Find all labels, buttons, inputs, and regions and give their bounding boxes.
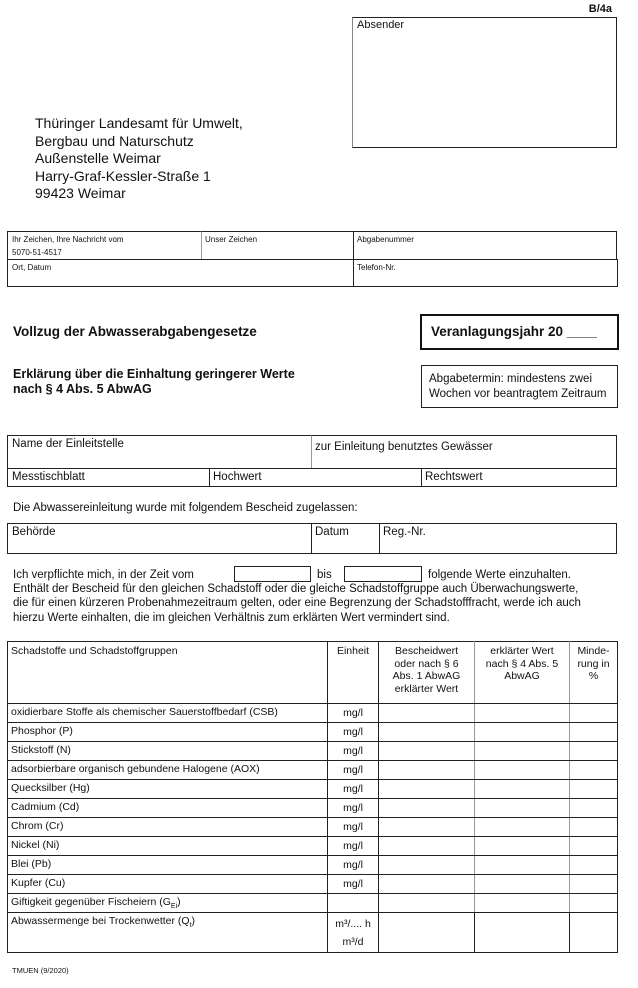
- telefon-field[interactable]: [353, 259, 618, 287]
- einleitstelle-label: Name der Einleitstelle: [12, 438, 124, 450]
- bescheidwert-input[interactable]: [379, 856, 475, 875]
- bescheidwert-input[interactable]: [379, 723, 475, 742]
- recipient-line: Außenstelle Weimar: [35, 150, 161, 166]
- hochwert-label: Hochwert: [213, 471, 262, 483]
- minderung-input[interactable]: [570, 837, 618, 856]
- table-row: [8, 894, 618, 913]
- commitment-line: hierzu Werte einhalten, die im gleichen Verhältnis zum erklärten Wert vermindert sind.: [13, 611, 450, 624]
- header-bescheidwert: Bescheidwert oder nach § 6 Abs. 1 AbwAG erklärter Wert: [379, 642, 475, 704]
- unser-zeichen-label: Unser Zeichen: [205, 235, 258, 244]
- commitment-paragraph: [13, 568, 623, 625]
- subtitle-line: nach § 4 Abs. 5 AbwAG: [13, 382, 152, 396]
- header-erklaerter-wert: erklärter Wert nach § 4 Abs. 5 AbwAG: [475, 642, 570, 704]
- minderung-input[interactable]: [570, 894, 618, 913]
- bis-label: bis: [317, 569, 332, 581]
- hochwert-field[interactable]: [209, 468, 422, 487]
- commitment-line: Enthält der Bescheid für den gleichen Schadstoff oder die gleiche Schadstoffgruppe auch Überwachungswerte,: [13, 583, 579, 595]
- datum-field[interactable]: [311, 523, 380, 554]
- einleitstelle-field[interactable]: [7, 435, 312, 469]
- recipient-line: 99423 Weimar: [35, 185, 126, 201]
- messtischblatt-field[interactable]: [7, 468, 210, 487]
- sender-label: Absender: [357, 19, 405, 31]
- unit-cell: mg/l: [328, 799, 379, 818]
- minderung-input[interactable]: [570, 742, 618, 761]
- table-header-row: [8, 642, 618, 704]
- rechtswert-field[interactable]: [421, 468, 617, 487]
- minderung-input[interactable]: [570, 799, 618, 818]
- erklaerter-wert-input[interactable]: [475, 780, 570, 799]
- unit-cell: mg/l: [328, 742, 379, 761]
- bescheidwert-input[interactable]: [379, 894, 475, 913]
- erklaerter-wert-input[interactable]: [475, 742, 570, 761]
- behoerde-field[interactable]: [7, 523, 312, 554]
- table-row: [8, 837, 618, 856]
- commitment-prefix: Ich verpflichte mich, in der Zeit vom: [13, 569, 194, 581]
- subtitle: [13, 367, 295, 397]
- ort-datum-label: Ort, Datum: [12, 263, 52, 272]
- table-row: [8, 742, 618, 761]
- regnr-label: Reg.-Nr.: [383, 526, 426, 538]
- table-row: [8, 761, 618, 780]
- table-row: [8, 856, 618, 875]
- minderung-input[interactable]: [570, 856, 618, 875]
- period-to-input[interactable]: [344, 566, 422, 582]
- minderung-input[interactable]: [570, 723, 618, 742]
- table-row: [8, 818, 618, 837]
- commitment-line: die für einen kürzeren Probenahmezeitraum gelten, oder eine Begrenzung der Schadstofffracht, werde ich auch: [13, 597, 581, 610]
- ihr-zeichen-value: 5070-51-4517: [12, 248, 62, 257]
- substance-cell: oxidierbare Stoffe als chemischer Sauerstoffbedarf (CSB): [8, 704, 328, 723]
- unit-cell: mg/l: [328, 704, 379, 723]
- unit-cell: [328, 894, 379, 913]
- deadline-box: [421, 365, 618, 408]
- gewaesser-field[interactable]: [311, 435, 617, 469]
- unit-cell: mg/l: [328, 818, 379, 837]
- telefon-label: Telefon-Nr.: [357, 263, 396, 272]
- substance-cell: Giftigkeit gegenüber Fischeiern $(G_{Ei})$: [8, 894, 328, 913]
- recipient-address: [35, 115, 243, 203]
- unit-cell: m³/.... h m³/d: [328, 913, 379, 953]
- bescheidwert-input[interactable]: [379, 837, 475, 856]
- behoerde-label: Behörde: [12, 526, 56, 538]
- substance-cell: Blei (Pb): [8, 856, 328, 875]
- substance-cell: Stickstoff (N): [8, 742, 328, 761]
- table-row: [8, 799, 618, 818]
- period-from-input[interactable]: [234, 566, 311, 582]
- erklaerter-wert-input[interactable]: [475, 856, 570, 875]
- unit-cell: mg/l: [328, 780, 379, 799]
- substance-cell: Quecksilber (Hg): [8, 780, 328, 799]
- minderung-input[interactable]: [570, 875, 618, 894]
- minderung-input[interactable]: [570, 761, 618, 780]
- permit-intro: Die Abwassereinleitung wurde mit folgendem Bescheid zugelassen:: [13, 502, 358, 514]
- ihr-zeichen-label: Ihr Zeichen, Ihre Nachricht vom: [12, 235, 124, 244]
- minderung-input[interactable]: [570, 704, 618, 723]
- bescheidwert-input[interactable]: [379, 704, 475, 723]
- erklaerter-wert-input[interactable]: [475, 818, 570, 837]
- abgabenummer-label: Abgabenummer: [357, 235, 414, 244]
- erklaerter-wert-input[interactable]: [475, 723, 570, 742]
- minderung-input[interactable]: [570, 913, 618, 953]
- erklaerter-wert-input[interactable]: [475, 875, 570, 894]
- table-row: [8, 875, 618, 894]
- minderung-input[interactable]: [570, 780, 618, 799]
- regnr-field[interactable]: [379, 523, 617, 554]
- header-unit: Einheit: [328, 642, 379, 704]
- substance-cell: Abwassermenge bei Trockenwetter $(Q_t)$: [8, 913, 328, 953]
- table-row: [8, 780, 618, 799]
- erklaerter-wert-input[interactable]: [475, 894, 570, 913]
- header-substance: Schadstoffe und Schadstoffgruppen: [8, 642, 328, 704]
- gewaesser-label: zur Einleitung benutztes Gewässer: [315, 441, 493, 453]
- unit-cell: mg/l: [328, 856, 379, 875]
- rechtswert-label: Rechtswert: [425, 471, 483, 483]
- substance-cell: adsorbierbare organisch gebundene Halogene (AOX): [8, 761, 328, 780]
- erklaerter-wert-input[interactable]: [475, 837, 570, 856]
- sender-box[interactable]: [352, 17, 617, 148]
- page-title: Vollzug der Abwasserabgabengesetze: [13, 324, 257, 339]
- substance-cell: Phosphor (P): [8, 723, 328, 742]
- year-box[interactable]: [420, 314, 619, 350]
- year-label: Veranlagungsjahr 20 ____: [431, 324, 597, 339]
- table-row: [8, 723, 618, 742]
- recipient-line: Harry-Graf-Kessler-Straße 1: [35, 167, 211, 184]
- erklaerter-wert-input[interactable]: [475, 913, 570, 953]
- unser-zeichen-field[interactable]: [201, 231, 354, 260]
- unit-cell: mg/l: [328, 761, 379, 780]
- footer-code: TMUEN (9/2020): [12, 966, 69, 975]
- form-code: B/4a: [588, 3, 612, 15]
- unit-cell: mg/l: [328, 837, 379, 856]
- erklaerter-wert-input[interactable]: [475, 704, 570, 723]
- substance-cell: Nickel (Ni): [8, 837, 328, 856]
- subtitle-line: Erklärung über die Einhaltung geringerer Werte: [13, 367, 295, 381]
- substance-cell: Kupfer (Cu): [8, 875, 328, 894]
- ihr-zeichen-field[interactable]: [7, 231, 202, 260]
- deadline-line: Wochen vor beantragtem Zeitraum: [429, 388, 607, 400]
- table-row: [8, 704, 618, 723]
- bescheidwert-input[interactable]: [379, 818, 475, 837]
- bescheidwert-input[interactable]: [379, 780, 475, 799]
- unit-cell: mg/l: [328, 875, 379, 894]
- messtischblatt-label: Messtischblatt: [12, 471, 85, 483]
- unit-cell: mg/l: [328, 723, 379, 742]
- commitment-suffix: folgende Werte einzuhalten.: [428, 569, 571, 581]
- erklaerter-wert-input[interactable]: [475, 761, 570, 780]
- values-table: [7, 641, 618, 953]
- bescheidwert-input[interactable]: [379, 742, 475, 761]
- bescheidwert-input[interactable]: [379, 875, 475, 894]
- header-minderung: Minde- rung in %: [570, 642, 618, 704]
- bescheidwert-input[interactable]: [379, 799, 475, 818]
- bescheidwert-input[interactable]: [379, 761, 475, 780]
- erklaerter-wert-input[interactable]: [475, 799, 570, 818]
- table-row-abwassermenge: [8, 913, 618, 953]
- bescheidwert-input[interactable]: [379, 913, 475, 953]
- minderung-input[interactable]: [570, 818, 618, 837]
- ort-datum-field[interactable]: [7, 259, 354, 287]
- substance-cell: Chrom (Cr): [8, 818, 328, 837]
- substance-cell: Cadmium (Cd): [8, 799, 328, 818]
- deadline-line: Abgabetermin: mindestens zwei: [429, 373, 592, 385]
- recipient-line: Thüringer Landesamt für Umwelt,: [35, 115, 243, 131]
- datum-label: Datum: [315, 526, 349, 538]
- recipient-line: Bergbau und Naturschutz: [35, 132, 194, 149]
- abgabenummer-field[interactable]: [353, 231, 617, 260]
